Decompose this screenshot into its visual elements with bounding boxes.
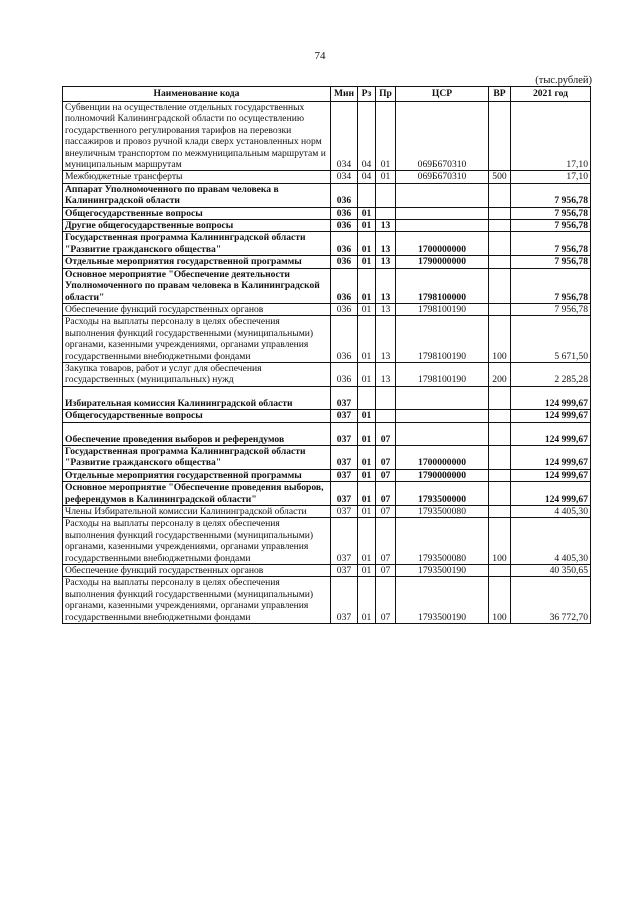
row-name-cell: Отдельные мероприятия государственной программы [63, 256, 331, 268]
table-row [63, 303, 591, 315]
table-row [63, 362, 591, 386]
row-name-cell: Общегосударственные вопросы [63, 207, 331, 219]
row-amount-cell: 36 772,70 [511, 577, 591, 624]
row-csr-cell: 1790000000 [396, 256, 489, 268]
row-rz-cell: 04 [358, 102, 376, 171]
row-vr-cell [489, 410, 511, 422]
row-pr-cell: 13 [376, 303, 396, 315]
row-pr-cell: 13 [376, 316, 396, 363]
row-vr-cell [489, 183, 511, 207]
row-rz-cell: 01 [358, 518, 376, 565]
row-pr-cell: 07 [376, 469, 396, 481]
header-min: Мин [331, 87, 358, 102]
table-row [63, 102, 591, 171]
budget-table [62, 86, 591, 624]
row-min-cell: 036 [331, 256, 358, 268]
row-csr-cell: 1793500000 [396, 482, 489, 506]
row-rz-cell: 01 [358, 565, 376, 577]
table-row [63, 268, 591, 303]
row-amount-cell: 7 956,78 [511, 220, 591, 232]
table-row [63, 183, 591, 207]
row-name-cell: Межбюджетные трансферты [63, 171, 331, 183]
table-row [63, 256, 591, 268]
table-row [63, 220, 591, 232]
row-pr-cell [376, 410, 396, 422]
row-amount-cell: 40 350,65 [511, 565, 591, 577]
row-amount-cell: 7 956,78 [511, 232, 591, 256]
table-header-row [63, 87, 591, 102]
row-pr-cell: 07 [376, 482, 396, 506]
row-min-cell: 036 [331, 316, 358, 363]
row-rz-cell: 04 [358, 171, 376, 183]
row-min-cell: 037 [331, 506, 358, 518]
row-csr-cell: 1798100190 [396, 316, 489, 363]
row-amount-cell: 4 405,30 [511, 518, 591, 565]
row-pr-cell: 13 [376, 362, 396, 386]
row-vr-cell [489, 220, 511, 232]
row-min-cell: 036 [331, 220, 358, 232]
row-vr-cell: 200 [489, 362, 511, 386]
table-row [63, 577, 591, 624]
row-amount-cell: 4 405,30 [511, 506, 591, 518]
row-min-cell: 037 [331, 386, 358, 409]
row-name-cell: Государственная программа Калининградской области "Развитие гражданского общества" [63, 232, 331, 256]
header-rz: Рз [358, 87, 376, 102]
row-name-cell: Основное мероприятие "Обеспечение деятельности Уполномоченного по правам человека в Калининградской области" [63, 268, 331, 303]
header-year: 2021 год [511, 87, 591, 102]
page-number: 74 [314, 50, 326, 62]
row-pr-cell: 13 [376, 232, 396, 256]
row-name-cell: Обеспечение функций государственных органов [63, 565, 331, 577]
row-pr-cell: 07 [376, 577, 396, 624]
row-min-cell: 037 [331, 445, 358, 469]
row-vr-cell [489, 303, 511, 315]
row-pr-cell [376, 386, 396, 409]
row-pr-cell: 13 [376, 256, 396, 268]
row-pr-cell: 07 [376, 518, 396, 565]
row-csr-cell: 1700000000 [396, 445, 489, 469]
row-rz-cell: 01 [358, 577, 376, 624]
row-rz-cell: 01 [358, 422, 376, 445]
row-amount-cell: 7 956,78 [511, 268, 591, 303]
row-min-cell: 037 [331, 482, 358, 506]
row-name-cell: Аппарат Уполномоченного по правам человека в Калининградской области [63, 183, 331, 207]
row-vr-cell [489, 102, 511, 171]
row-vr-cell [489, 469, 511, 481]
row-vr-cell: 100 [489, 518, 511, 565]
row-name-cell: Расходы на выплаты персоналу в целях обеспечения выполнения функций государственными (муниципальными) органами, казенными учреждениями, органами управления государственными внебюджетными фондами [63, 518, 331, 565]
row-amount-cell: 17,10 [511, 102, 591, 171]
row-vr-cell [489, 386, 511, 409]
row-vr-cell [489, 232, 511, 256]
table-row [63, 232, 591, 256]
row-rz-cell: 01 [358, 482, 376, 506]
row-rz-cell [358, 386, 376, 409]
row-csr-cell: 1793500190 [396, 565, 489, 577]
row-vr-cell [489, 268, 511, 303]
row-csr-cell: 1793500080 [396, 506, 489, 518]
row-amount-cell: 7 956,78 [511, 207, 591, 219]
row-amount-cell: 124 999,67 [511, 469, 591, 481]
row-csr-cell: 069Б670310 [396, 102, 489, 171]
row-csr-cell: 1793500080 [396, 518, 489, 565]
row-rz-cell: 01 [358, 316, 376, 363]
row-csr-cell: 069Б670310 [396, 171, 489, 183]
row-pr-cell: 07 [376, 422, 396, 445]
units-label: (тыс.рублей) [535, 75, 592, 86]
row-min-cell: 034 [331, 171, 358, 183]
row-rz-cell: 01 [358, 268, 376, 303]
header-csr: ЦСР [396, 87, 489, 102]
row-rz-cell [358, 183, 376, 207]
row-name-cell: Другие общегосударственные вопросы [63, 220, 331, 232]
row-csr-cell: 1798100190 [396, 362, 489, 386]
row-rz-cell: 01 [358, 362, 376, 386]
row-rz-cell: 01 [358, 220, 376, 232]
row-vr-cell [489, 422, 511, 445]
row-name-cell: Расходы на выплаты персоналу в целях обеспечения выполнения функций государственными (муниципальными) органами, казенными учреждениями, органами управления государственными внебюджетными фондами [63, 577, 331, 624]
row-name-cell: Закупка товаров, работ и услуг для обеспечения государственных (муниципальных) нужд [63, 362, 331, 386]
row-amount-cell: 124 999,67 [511, 410, 591, 422]
row-amount-cell: 7 956,78 [511, 183, 591, 207]
row-vr-cell [489, 256, 511, 268]
row-pr-cell: 01 [376, 102, 396, 171]
row-rz-cell: 01 [358, 303, 376, 315]
row-vr-cell: 100 [489, 577, 511, 624]
header-name: Наименование кода [63, 87, 331, 102]
row-csr-cell: 1700000000 [396, 232, 489, 256]
row-rz-cell: 01 [358, 445, 376, 469]
row-min-cell: 037 [331, 469, 358, 481]
row-min-cell: 037 [331, 577, 358, 624]
row-pr-cell: 07 [376, 445, 396, 469]
row-amount-cell: 7 956,78 [511, 303, 591, 315]
row-name-cell: Государственная программа Калининградской области "Развитие гражданского общества" [63, 445, 331, 469]
row-csr-cell: 1798100000 [396, 268, 489, 303]
table-row [63, 410, 591, 422]
row-pr-cell: 01 [376, 171, 396, 183]
row-name-cell: Обеспечение проведения выборов и референдумов [63, 422, 331, 445]
row-name-cell: Субвенции на осуществление отдельных государственных полномочий Калининградской области по осуществлению государственного регулирования тарифов на перевозки пассажиров и провоз ручной клади сверх установленных норм внеуличным транспортом по межмуниципальным маршрутам и муниципальным маршрутам [63, 102, 331, 171]
row-name-cell: Обеспечение функций государственных органов [63, 303, 331, 315]
row-csr-cell [396, 220, 489, 232]
row-amount-cell: 7 956,78 [511, 256, 591, 268]
table-row [63, 386, 591, 409]
row-name-cell: Общегосударственные вопросы [63, 410, 331, 422]
row-pr-cell: 13 [376, 268, 396, 303]
row-pr-cell: 07 [376, 506, 396, 518]
table-row [63, 171, 591, 183]
row-min-cell: 036 [331, 183, 358, 207]
row-csr-cell [396, 207, 489, 219]
table-row [63, 469, 591, 481]
row-vr-cell [489, 565, 511, 577]
row-rz-cell: 01 [358, 256, 376, 268]
row-pr-cell: 07 [376, 565, 396, 577]
row-min-cell: 037 [331, 518, 358, 565]
table-row [63, 565, 591, 577]
row-min-cell: 036 [331, 268, 358, 303]
row-name-cell: Расходы на выплаты персоналу в целях обеспечения выполнения функций государственными (муниципальными) органами, казенными учреждениями, органами управления государственными внебюджетными фондами [63, 316, 331, 363]
row-name-cell: Члены Избирательной комиссии Калининградской области [63, 506, 331, 518]
row-amount-cell: 124 999,67 [511, 386, 591, 409]
row-rz-cell: 01 [358, 506, 376, 518]
row-vr-cell: 500 [489, 171, 511, 183]
row-rz-cell: 01 [358, 410, 376, 422]
row-min-cell: 036 [331, 232, 358, 256]
row-vr-cell [489, 482, 511, 506]
table-row [63, 445, 591, 469]
row-name-cell: Основное мероприятие "Обеспечение проведения выборов, референдумов в Калининградской области" [63, 482, 331, 506]
row-vr-cell [489, 506, 511, 518]
row-amount-cell: 2 285,28 [511, 362, 591, 386]
row-csr-cell: 1798100190 [396, 303, 489, 315]
row-min-cell: 036 [331, 303, 358, 315]
header-vr: ВР [489, 87, 511, 102]
row-vr-cell: 100 [489, 316, 511, 363]
table-row [63, 482, 591, 506]
table-row [63, 422, 591, 445]
row-amount-cell: 124 999,67 [511, 482, 591, 506]
row-rz-cell: 01 [358, 232, 376, 256]
row-min-cell: 034 [331, 102, 358, 171]
table-row [63, 207, 591, 219]
row-csr-cell [396, 410, 489, 422]
row-csr-cell: 1790000000 [396, 469, 489, 481]
row-pr-cell [376, 183, 396, 207]
row-amount-cell: 124 999,67 [511, 422, 591, 445]
table-row [63, 316, 591, 363]
header-pr: Пр [376, 87, 396, 102]
row-csr-cell [396, 422, 489, 445]
row-csr-cell [396, 183, 489, 207]
row-min-cell: 037 [331, 410, 358, 422]
row-amount-cell: 124 999,67 [511, 445, 591, 469]
row-min-cell: 036 [331, 362, 358, 386]
row-csr-cell: 1793500190 [396, 577, 489, 624]
row-pr-cell [376, 207, 396, 219]
row-amount-cell: 17,10 [511, 171, 591, 183]
row-vr-cell [489, 207, 511, 219]
row-rz-cell: 01 [358, 207, 376, 219]
row-min-cell: 036 [331, 207, 358, 219]
table-row [63, 506, 591, 518]
row-csr-cell [396, 386, 489, 409]
row-name-cell: Отдельные мероприятия государственной программы [63, 469, 331, 481]
row-min-cell: 037 [331, 422, 358, 445]
row-min-cell: 037 [331, 565, 358, 577]
row-rz-cell: 01 [358, 469, 376, 481]
table-row [63, 518, 591, 565]
row-vr-cell [489, 445, 511, 469]
row-amount-cell: 5 671,50 [511, 316, 591, 363]
row-name-cell: Избирательная комиссия Калининградской области [63, 386, 331, 409]
row-pr-cell: 13 [376, 220, 396, 232]
